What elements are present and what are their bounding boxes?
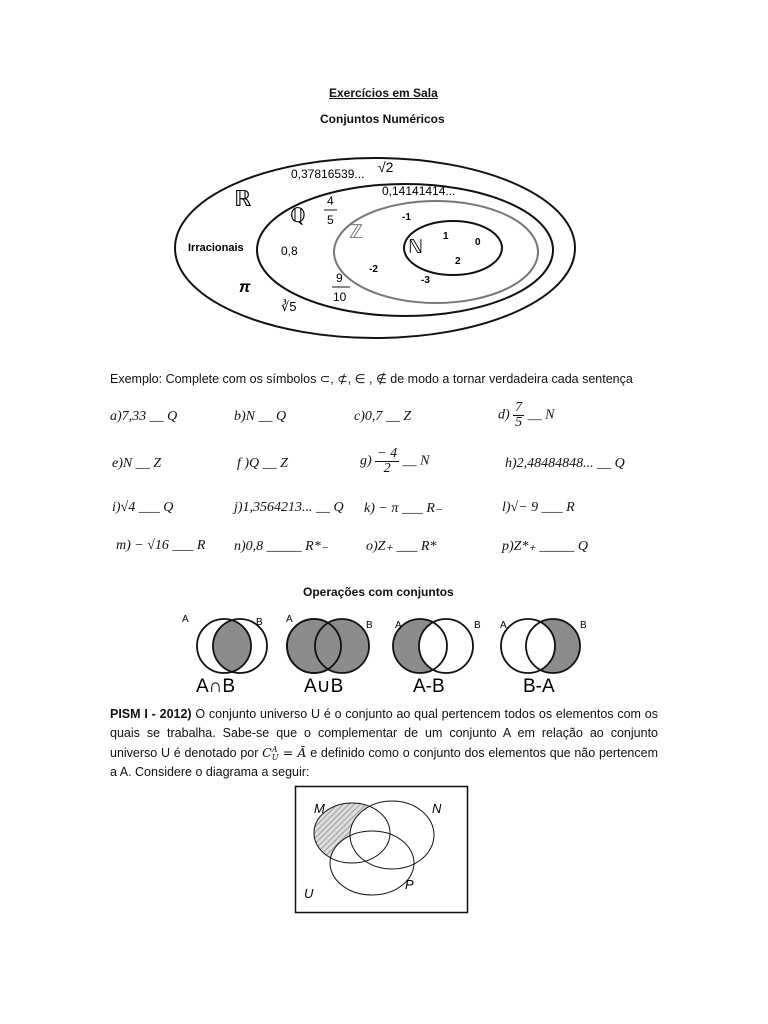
venn3-label-a: A [395, 620, 402, 631]
pism-question [110, 705, 658, 782]
venn-union [286, 614, 373, 694]
frac910-den: 10 [333, 290, 347, 304]
item-d-num: 7 [515, 400, 523, 415]
cbrt5-label: ∛5 [281, 299, 297, 314]
frac45-den: 5 [327, 213, 334, 227]
item-b: b)N __ Q [234, 409, 287, 424]
set-m-label: M [314, 801, 325, 816]
nat-1: 1 [443, 231, 449, 242]
numeric-sets-diagram [170, 150, 590, 345]
venn-a-minus-b [393, 619, 481, 694]
item-d-fraction [513, 401, 524, 430]
item-o: o)Z₊ ___ R* [366, 539, 437, 554]
item-e: e)N __ Z [112, 456, 161, 471]
item-d-suffix: __ N [527, 407, 555, 423]
set-n-label: N [432, 801, 442, 816]
venn1-caption: A∩B [196, 676, 236, 694]
venn4-label-b: B [580, 620, 587, 631]
operations-diagrams [178, 608, 590, 694]
integers-symbol: ℤ [349, 222, 364, 243]
item-g-num: − 4 [377, 446, 398, 461]
venn2-label-b: B [366, 620, 373, 631]
integers-ellipse [334, 201, 538, 303]
venn4-caption: B-A [523, 676, 555, 694]
venn-intersection [182, 614, 267, 694]
item-k: k) − π ___ R₋ [364, 501, 443, 516]
venn3-caption: A-B [413, 676, 445, 694]
item-j: j)1,3564213... __ Q [234, 500, 344, 515]
rationals-symbol: ℚ [290, 205, 306, 227]
sqrt2-label: √2 [378, 159, 394, 175]
irrationals-label: Irracionais [188, 242, 244, 254]
int-neg1: -1 [402, 212, 411, 223]
item-g-prefix: g) [360, 453, 372, 469]
venn2-caption: A∪B [304, 676, 344, 694]
nat-0: 0 [475, 237, 481, 248]
value-037: 0,37816539... [291, 167, 365, 181]
item-d-prefix: d) [498, 407, 510, 423]
item-a: a)7,33 __ Q [110, 409, 178, 424]
item-h: h)2,48484848... __ Q [505, 456, 625, 471]
item-c: c)0,7 __ Z [354, 409, 412, 424]
pi-label: π [239, 279, 251, 296]
item-g-fraction [375, 447, 399, 476]
pism-text-2: e definido como o conjunto dos elementos que não pertencem a A. Considere o diagrama a seguir: [110, 746, 659, 779]
item-d [498, 401, 555, 430]
item-p: p)Z*₊ _____ Q [502, 539, 588, 554]
item-l: l)√− 9 ___ R [502, 500, 575, 515]
item-i: i)√4 ___ Q [112, 500, 174, 515]
pism-venn-diagram [294, 785, 469, 915]
item-g-suffix: __ N [402, 453, 430, 469]
venn4-label-a: A [500, 620, 507, 631]
complement-notation: C A U = Ā [262, 744, 307, 762]
venn3-label-b: B [474, 620, 481, 631]
universe-label: U [304, 886, 314, 901]
example-instruction: Exemplo: Complete com os símbolos ⊂, ⊄, ∈ , ∉ de modo a tornar verdadeira cada sentença [110, 372, 633, 386]
int-neg3: -3 [421, 275, 430, 286]
venn1-label-a: A [182, 614, 189, 625]
pism-text-1: O conjunto universo U é o conjunto ao qual pertencem todos os elementos com os quais se trabalha. Sabe-se que o complementar de um conjunto A em relação ao conjunto universo U é denotado por [110, 707, 658, 760]
item-f: f )Q __ Z [237, 456, 288, 471]
reals-symbol: ℝ [234, 186, 252, 211]
frac45-num: 4 [327, 194, 334, 208]
item-g-den: 2 [383, 461, 391, 476]
item-g [360, 447, 429, 476]
int-neg2: -2 [369, 264, 378, 275]
item-m: m) − √16 ___ R [116, 538, 206, 553]
operations-title: Operações com conjuntos [303, 585, 454, 599]
value-014: 0,14141414... [382, 184, 456, 198]
page-subtitle: Conjuntos Numéricos [320, 112, 445, 126]
naturals-symbol: ℕ [408, 237, 424, 258]
pism-label: PISM I - 2012) [110, 707, 192, 721]
venn2-label-a: A [286, 614, 293, 625]
value-08: 0,8 [281, 244, 298, 258]
item-d-den: 5 [515, 415, 523, 430]
frac910-num: 9 [336, 271, 343, 285]
venn-b-minus-a [500, 619, 587, 694]
item-n: n)0,8 _____ R*₋ [234, 539, 329, 554]
set-p-label: P [405, 877, 414, 892]
page-title: Exercícios em Sala [329, 86, 438, 100]
nat-2: 2 [455, 256, 461, 267]
venn1-label-b: B [256, 617, 263, 628]
